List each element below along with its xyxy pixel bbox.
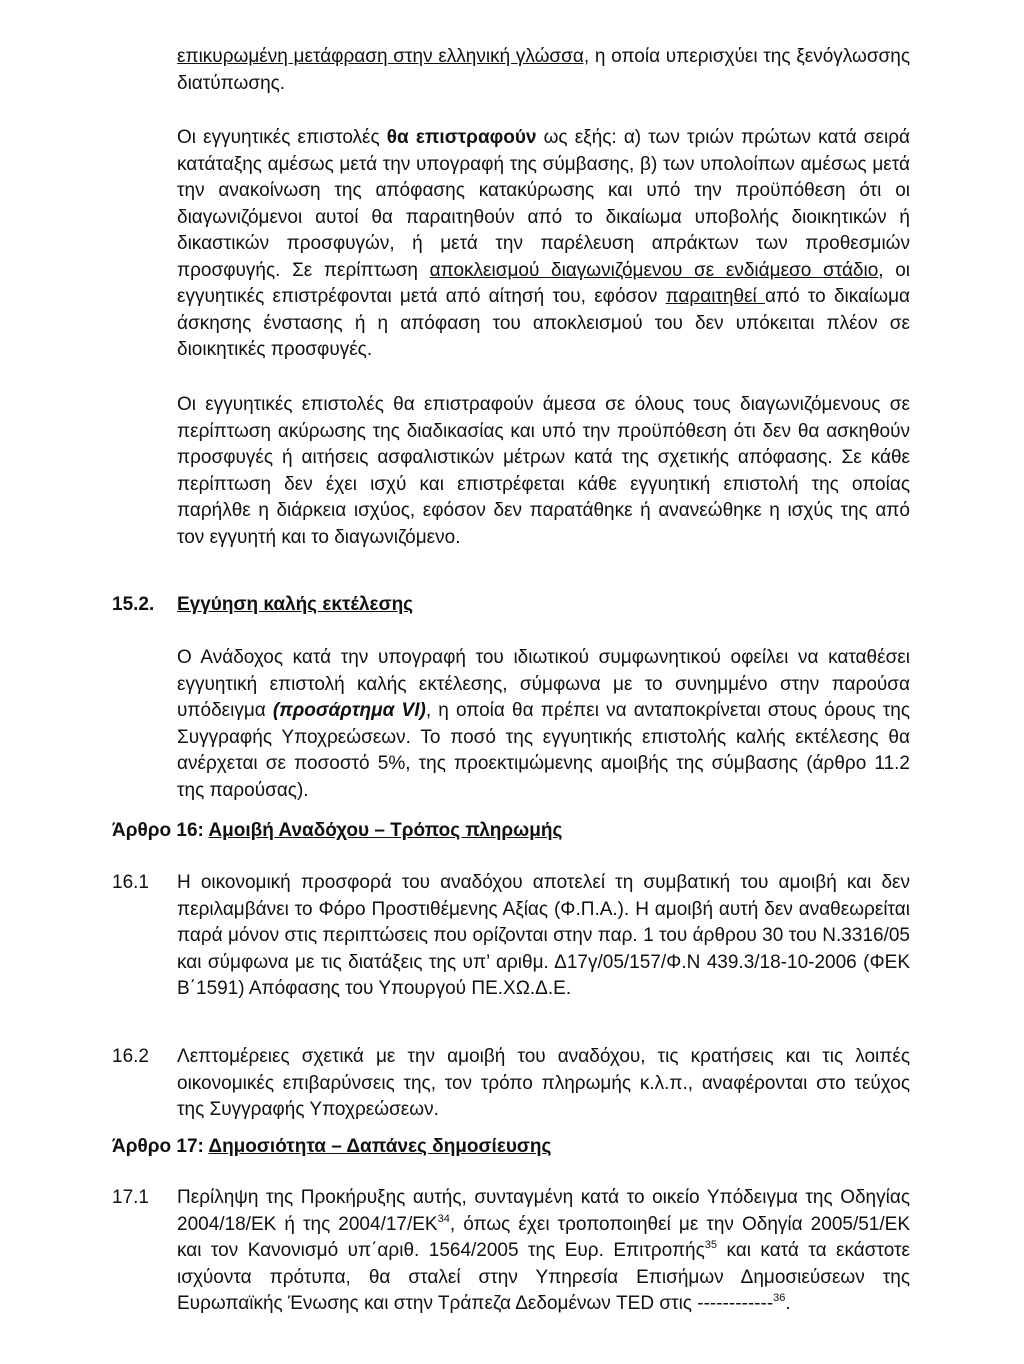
text-run: ως εξής: α) των τριών πρώτων κατά σειρά κατάταξης αμέσως μετά την υπογραφή της σύμβασης, β) των υπολοίπων αμέσως μετά την ανακοίνωση της απόφασης κατακύρωσης και υπό την προϋπόθεση ότι οι διαγωνιζόμενοι αυτοί θα παραιτηθούν από το δικαίωμα υποβολής διοικητικών ή δικαστικών προσφυγών, ή μετά την παρέλευση απράκτων των προθεσμιών προσφυγής. Σε περίπτωση bbox=[177, 127, 910, 281]
paragraph-text: Οι εγγυητικές επιστολές θα επιστραφούν άμεσα σε όλους τους διαγωνιζόμενους σε περίπτωση ακύρωσης της διαδικασίας και υπό την προϋπόθεση ότι δεν θα ασκηθούν προσφυγές ή αιτήσεις ασφαλιστικών μέτρων κατά της σχετικής απόφασης. Σε κάθε περίπτωση δεν έχει ισχύ και επιστρέφεται κάθε εγγυητική επιστολή της οποίας παρήλθε η διάρκεια ισχύος, εφόσον δεν παρατάθηκε ή ανανεώθηκε η ισχύς της από τον εγγυητή και το διαγωνιζόμενο. bbox=[177, 394, 910, 548]
item-16-2-text bbox=[177, 1044, 910, 1124]
bold-phrase: θα επιστραφούν bbox=[386, 127, 537, 148]
text-run: , όπως έχει τροποποιηθεί με την Οδηγία 2005/51/ΕΚ και τον Κανονισμό υπ΄αριθ. 1564/2005 της Ευρ. Επιτροπής bbox=[177, 1213, 910, 1261]
paragraph-text: Η οικονομική προσφορά του αναδόχου αποτελεί τη συμβατική του αμοιβή και δεν περιλαμβάνει το Φόρο Προστιθέμενης Αξίας (Φ.Π.Α.). Η αμοιβή αυτή δεν αναθεωρείται παρά μόνον στις περιπτώσεις που ορίζονται στην παρ. 1 του άρθρου 30 του Ν.3316/05 και σύμφωνα με τις διατάξεις της υπ’ αριθμ. Δ17γ/05/157/Φ.Ν 439.3/18-10-2006 (ΦΕΚ Β΄1591) Απόφασης του Υπουργού ΠΕ.ΧΩ.Δ.Ε. bbox=[177, 872, 910, 999]
text-run: Οι εγγυητικές επιστολές bbox=[177, 127, 387, 148]
footnote-ref: 36 bbox=[773, 1292, 786, 1304]
item-number: 17.1 bbox=[112, 1187, 149, 1208]
article-label: Άρθρο 17: bbox=[112, 1136, 209, 1157]
guarantee-return-paragraph-1 bbox=[177, 125, 910, 364]
paragraph-text: Λεπτομέρειες σχετικά με την αμοιβή του αναδόχου, τις κρατήσεις και τις λοιπές οικονομικές επιβαρύνσεις της, τον τρόπο πληρωμής κ.λ.π., αναφέρονται στο τεύχος της Συγγραφής Υποχρεώσεων. bbox=[177, 1046, 910, 1120]
item-17-1-text bbox=[177, 1185, 910, 1318]
article-16-heading bbox=[112, 818, 562, 845]
article-17-heading bbox=[112, 1134, 551, 1161]
underlined-phrase: αποκλεισμού διαγωνιζόμενου σε ενδιάμεσο στάδιο bbox=[429, 259, 879, 281]
item-number: 16.1 bbox=[112, 872, 149, 893]
text-run: , οι εγγυητικές επιστρέφονται μετά από αίτησή του, εφόσον bbox=[177, 259, 911, 307]
text-run: . bbox=[785, 1293, 791, 1314]
intro-text: η οποία υπερισχύει της ξενόγλωσσης διατύπωσης. bbox=[177, 46, 910, 94]
text-run: και κατά τα εκάστοτε ισχύοντα πρότυπα, θα σταλεί στην Υπηρεσία Επισήμων Δημοσιεύσεων της Ευρωπαϊκής Ένωσης και στην Τράπεζα Δεδομένων TED στις ------------ bbox=[177, 1240, 910, 1314]
text-run: , η οποία θα πρέπει να ανταποκρίνεται στους όρους της Συγγραφής Υποχρεώσεων. Το ποσό της εγγυητικής επιστολής καλής εκτέλεσης θα ανέρχεται σε ποσοστό 5%, της προεκτιμώμενης αμοιβής της σύμβασης (άρθρο 11.2 της παρούσας). bbox=[177, 700, 911, 801]
article-title: Δημοσιότητα – Δαπάνες δημοσίευσης bbox=[208, 1136, 552, 1157]
section-title: Εγγύηση καλής εκτέλεσης bbox=[177, 594, 414, 615]
footnote-ref: 34 bbox=[437, 1212, 450, 1225]
guarantee-return-paragraph-2 bbox=[177, 392, 910, 551]
text-run: Ο Ανάδοχος κατά την υπογραφή του ιδιωτικού συμφωνητικού οφείλει να καταθέσει εγγυητική επιστολή καλής εκτέλεσης, σύμφωνα με το συνημμένο στην παρούσα υπόδειγμα bbox=[177, 647, 910, 721]
footnote-ref: 35 bbox=[704, 1239, 718, 1251]
item-16-1-text bbox=[177, 870, 910, 1003]
item-number: 16.2 bbox=[112, 1046, 149, 1067]
section-15-2-paragraph bbox=[177, 645, 910, 804]
text-run: από το δικαίωμα άσκησης ένστασης ή η απόφαση του αποκλεισμού του δεν υπόκειται πλέον σε διοικητικές προσφυγές. bbox=[177, 286, 910, 360]
intro-paragraph bbox=[177, 44, 910, 97]
section-number: 15.2. bbox=[112, 594, 155, 615]
article-label: Άρθρο 16: bbox=[112, 820, 209, 841]
underlined-phrase: παραιτηθεί bbox=[665, 286, 766, 307]
article-title: Αμοιβή Αναδόχου – Τρόπος πληρωμής bbox=[208, 820, 563, 841]
annex-reference: (προσάρτημα VI) bbox=[272, 700, 426, 721]
text-run: Περίληψη της Προκήρυξης αυτής, συνταγμένη κατά το οικείο Υπόδειγμα της Οδηγίας 2004/18/ΕΚ ή της 2004/17/ΕΚ bbox=[177, 1187, 910, 1235]
intro-underlined-text: επικυρωμένη μετάφραση στην ελληνική γλώσσα, bbox=[177, 46, 590, 67]
